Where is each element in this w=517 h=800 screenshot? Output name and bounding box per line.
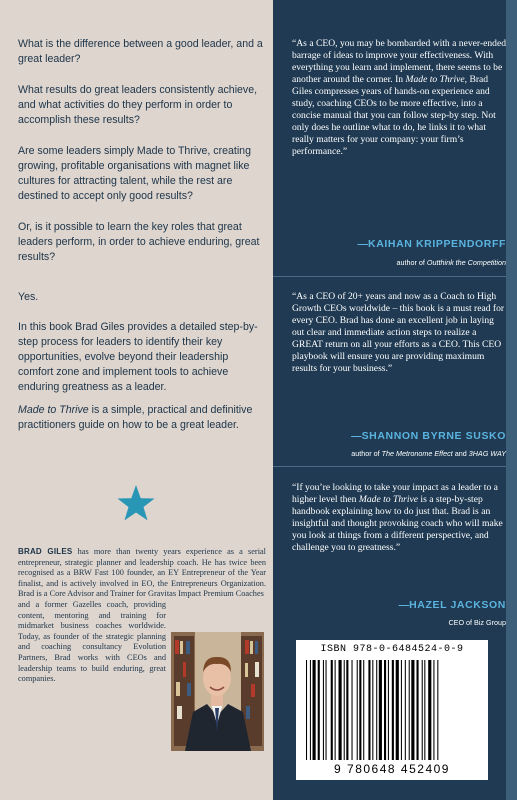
bio-narrow: and a former Gazelles coach, providing content, mentoring and training for midmarket business coaches worldwide. Today, as founder of the strategic planning and coaching consultancy Evolution Partners, Brad works with CEOs and leadership teams to build enduring, great companies. bbox=[18, 599, 166, 684]
separator-2 bbox=[273, 466, 506, 467]
author-name: BRAD GILES bbox=[18, 547, 73, 556]
barcode bbox=[296, 640, 488, 780]
isbn-text: ISBN 978-0-6484524-0-9 bbox=[320, 644, 464, 655]
spine-strip bbox=[506, 0, 517, 800]
barcode-bars bbox=[306, 660, 478, 760]
star-icon bbox=[116, 484, 156, 522]
endorsement-2-role: author of The Metronome Effect and 3HAG WAY bbox=[351, 449, 506, 458]
bio-full-width: BRAD GILES has more than twenty years experience as a serial entrepreneur, strategic planner and leadership coach. He has twice been recognised as a BRW Fast 100 founder, an EY Entrepreneur of the Year finalist, and is actively involved in EO, the Entrepreneurs Organization. Brad is a Core Advisor and Trainer for Gravitas Impact Premium Coaches bbox=[18, 547, 266, 599]
endorsement-1-book: Made to Thrive bbox=[405, 74, 465, 85]
endorsement-1: “As a CEO, you may be bombarded with a never-ended barrage of ideas to improve your effectiveness. With everything you learn and implement, there seems to be another around the corner. In Made to Thrive, Brad Giles compresses years of hands-on experience and study, coaching CEOs to be more effective, into a concise manual that you can follow step-by step. Not only does he outline what to do, he links it to what really matters for your company: your firm’s performance.” bbox=[292, 38, 506, 157]
endorsement-3-book: Made to Thrive bbox=[358, 494, 419, 505]
book-title: Made to Thrive bbox=[18, 404, 89, 416]
endorsement-3-name: —HAZEL JACKSON bbox=[398, 599, 506, 611]
endorsement-1-name: —KAIHAN KRIPPENDORFF bbox=[357, 238, 506, 250]
separator-1 bbox=[273, 276, 506, 277]
question-1: What is the difference between a good leader, and a great leader? bbox=[18, 38, 263, 65]
question-3: Are some leaders simply Made to Thrive, creating growing, profitable organisations with magnet like cultures for attracting talent, while the rest are destined to accept only good results? bbox=[18, 145, 251, 202]
answer-yes: Yes. bbox=[18, 291, 39, 303]
author-photo bbox=[171, 632, 264, 751]
endorsement-1-role: author of Outthink the Competition bbox=[396, 258, 506, 267]
endorsement-3: “If you’re looking to take your impact as a leader to a higher level then Made to Thrive is a step-by-step handbook explaining how to do just that. Brad is an insightful and thought provoking coach who will make you look at things from a different perspective, and challenge you to greatness.” bbox=[292, 482, 503, 553]
question-4: Or, is it possible to learn the key roles that great leaders perform, in order to achieve enduring, great results? bbox=[18, 221, 260, 263]
endorsement-2-name: —SHANNON BYRNE SUSKO bbox=[351, 430, 506, 442]
closing-paragraph bbox=[18, 403, 266, 433]
barcode-number: 9 780648 452409 bbox=[334, 762, 450, 776]
closing-text: is a simple, practical and definitive practitioners guide on how to be a great leader. bbox=[18, 404, 253, 431]
endorsement-2: “As a CEO of 20+ years and now as a Coach to High Growth CEOs worldwide – this book is a must read for every CEO. Brad has done an excellent job in laying out clear and immediate action steps to realize a GREAT return on all your efforts as a CEO. This CEO playbook will ensure you are providing maximum results for your business.” bbox=[292, 291, 505, 374]
intro-paragraph: In this book Brad Giles provides a detailed step-by-step process for leaders to identify their key opportunities, evolve beyond their leadership comfort zone and implement tools to achieve enduring greatness as a leader. bbox=[18, 321, 258, 393]
endorsement-3-role: CEO of Biz Group bbox=[448, 618, 506, 627]
question-2: What results do great leaders consistently achieve, and what activities do they perform in order to accomplish these results? bbox=[18, 84, 258, 126]
